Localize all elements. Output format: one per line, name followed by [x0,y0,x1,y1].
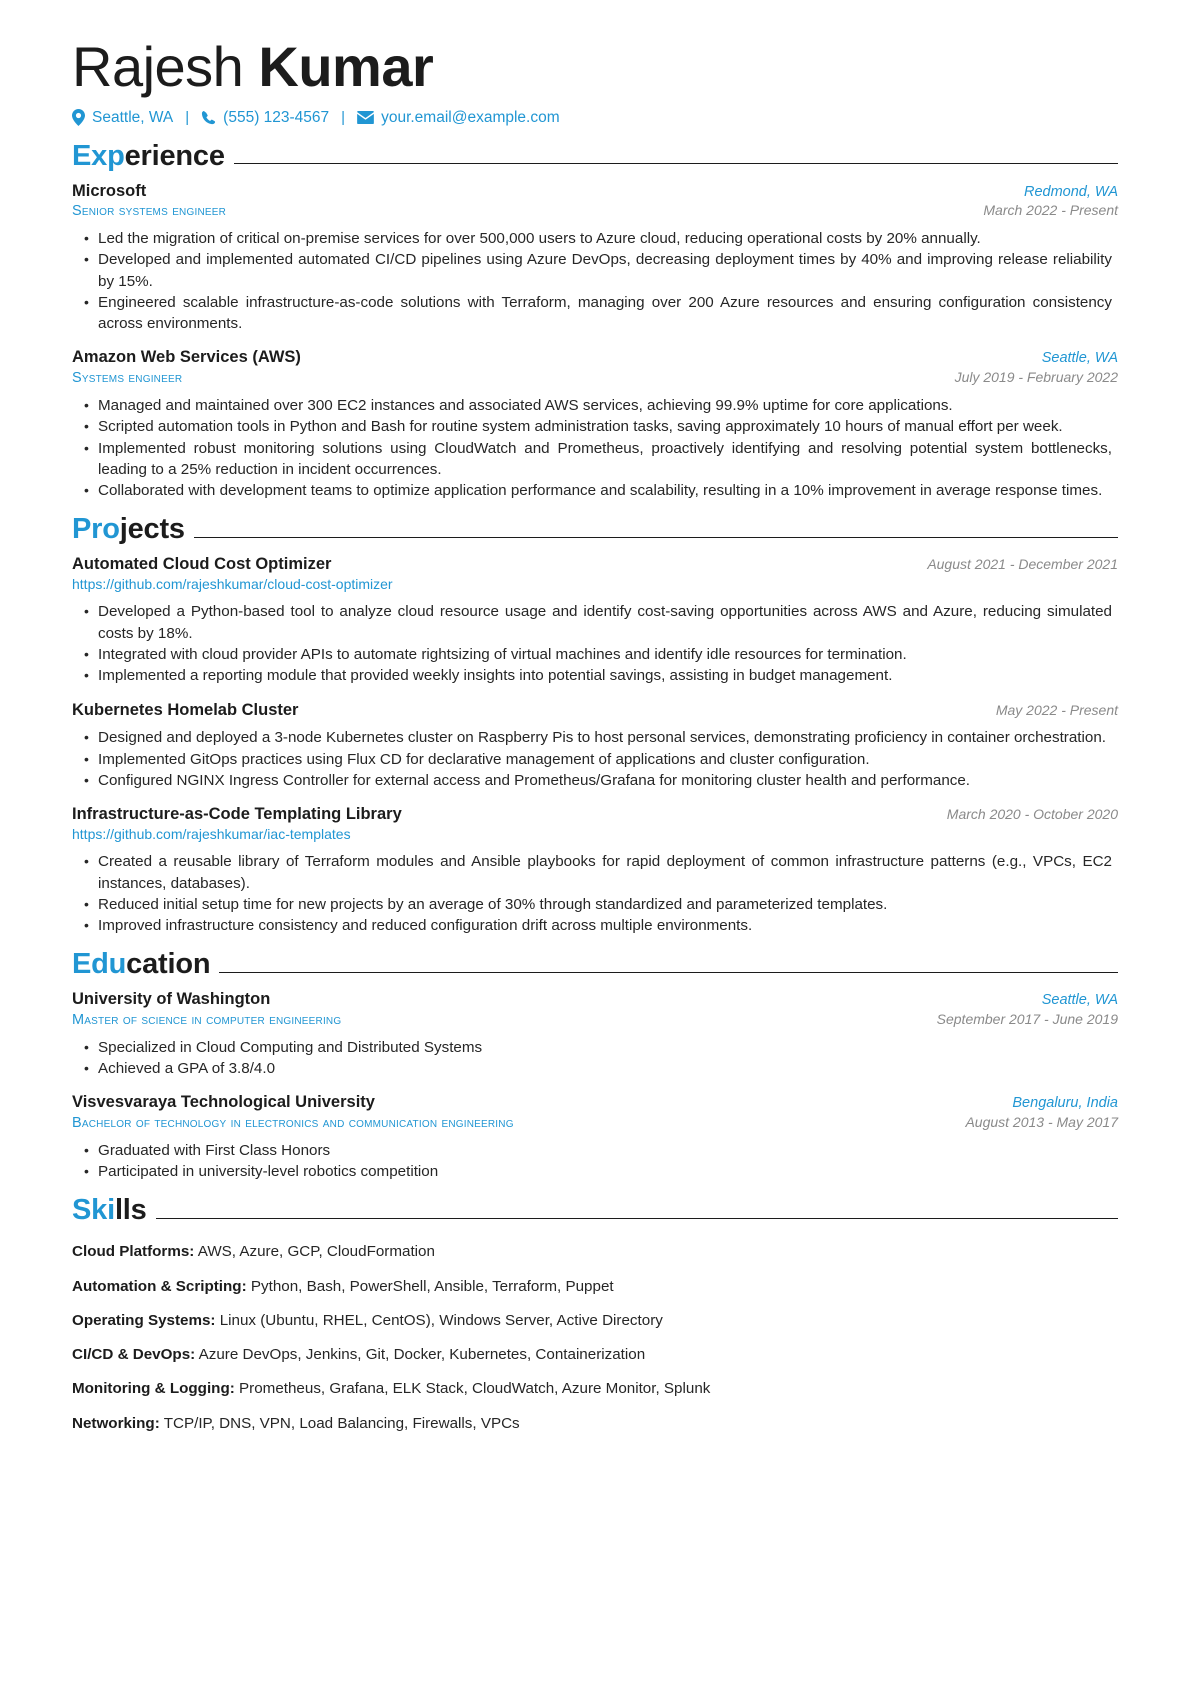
bullet-item: • Configured NGINX Ingress Controller for external access and Prometheus/Grafana for monitoring cluster health and performance. [72,770,1118,791]
section-header-experience [72,141,1118,173]
skill-values: Linux (Ubuntu, RHEL, CentOS), Windows Server, Active Directory [219,1311,663,1329]
section-education [72,949,1118,1182]
education-entry [72,1092,1118,1182]
entry-subheader [72,202,1118,221]
section-header-skills [72,1195,1118,1227]
bullet-item: • Created a reusable library of Terraform modules and Ansible playbooks for rapid deployment of common infrastructure patterns (e.g., VPCs, EC2 instances, databases). [72,851,1118,894]
first-name: Rajesh [72,35,244,98]
experience-bullets [72,395,1118,501]
bullet-item: • Developed a Python-based tool to analyze cloud resource usage and identify cost-saving opportunities across AWS and Azure, reducing simulated costs by 18%. [72,601,1118,644]
employer-location: Seattle, WA [1041,350,1118,367]
project-entry [72,804,1118,936]
skill-category: Operating Systems: [72,1311,216,1329]
skill-row [72,1413,1118,1434]
job-title: Senior systems engineer [72,203,227,220]
skill-category: Automation & Scripting: [72,1277,247,1295]
entry-header [72,554,1118,575]
project-url[interactable]: https://github.com/rajeshkumar/iac-templates [72,825,351,842]
section-title-experience [72,141,225,173]
section-title-accent: Ski [72,1194,115,1227]
bullet-item: • Developed and implemented automated CI/CD pipelines using Azure DevOps, decreasing deployment times by 40% and improving release reliability by 15%. [72,249,1118,292]
school-name: University of Washington [72,990,271,1009]
degree-title: Bachelor of technology in electronics and communication engineering [72,1114,514,1131]
employer-location: Redmond, WA [1023,183,1118,200]
job-title: Systems engineer [72,370,183,387]
section-title-rest: cation [126,948,211,981]
skill-row [72,1378,1118,1399]
section-title-accent: Exp [72,139,125,172]
section-divider [156,1218,1118,1219]
section-divider [194,537,1118,538]
project-name: Automated Cloud Cost Optimizer [72,555,332,574]
skill-values: AWS, Azure, GCP, CloudFormation [197,1243,435,1261]
education-entry [72,989,1118,1079]
bullet-item: • Implemented robust monitoring solutions using CloudWatch and Prometheus, proactively identifying and resolving potential system bottlenecks, leading to a 25% reduction in incident occurrences. [72,438,1118,481]
skill-category: Networking: [72,1414,160,1432]
phone-text: (555) 123-4567 [223,108,330,126]
section-title-rest: jects [119,513,185,546]
section-experience [72,141,1118,502]
contact-location [72,109,173,127]
experience-entry [72,181,1118,335]
entry-subheader [72,1011,1118,1030]
skill-values: Azure DevOps, Jenkins, Git, Docker, Kubernetes, Containerization [198,1346,646,1364]
bullet-item: • Engineered scalable infrastructure-as-code solutions with Terraform, managing over 200 Azure resources and ensuring configuration consistency across environments. [72,292,1118,335]
project-bullets [72,601,1118,686]
section-title-rest: lls [114,1194,147,1227]
education-dates: September 2017 - June 2019 [936,1010,1118,1027]
map-pin-icon [72,109,85,126]
entry-header [72,347,1118,368]
bullet-item: • Graduated with First Class Honors [72,1140,1118,1161]
skill-values: Prometheus, Grafana, ELK Stack, CloudWatch, Azure Monitor, Splunk [239,1380,711,1398]
section-projects [72,514,1118,936]
education-dates: August 2013 - May 2017 [965,1113,1118,1130]
education-bullets [72,1140,1118,1183]
project-name: Kubernetes Homelab Cluster [72,700,299,719]
experience-entry [72,347,1118,501]
bullet-item: • Improved infrastructure consistency and reduced configuration drift across multiple environments. [72,915,1118,936]
entry-header [72,989,1118,1010]
skill-values: TCP/IP, DNS, VPN, Load Balancing, Firewalls, VPCs [163,1414,520,1432]
section-header-education [72,949,1118,981]
employment-dates: March 2022 - Present [983,202,1118,219]
bullet-item: • Implemented GitOps practices using Flux CD for declarative management of applications and cluster configuration. [72,749,1118,770]
bullet-item: • Scripted automation tools in Python and Bash for routine system administration tasks, saving approximately 10 hours of manual effort per week. [72,416,1118,437]
bullet-item: • Specialized in Cloud Computing and Distributed Systems [72,1037,1118,1058]
resume-header [72,36,1118,127]
contact-separator-2: | [341,109,346,127]
section-title-projects [72,514,185,546]
project-bullets [72,727,1118,791]
entry-header [72,1092,1118,1113]
project-dates: August 2021 - December 2021 [927,556,1118,573]
bullet-item: • Managed and maintained over 300 EC2 instances and associated AWS services, achieving 99.9% uptime for core applications. [72,395,1118,416]
school-location: Bengaluru, India [1012,1095,1118,1112]
section-divider [219,972,1118,973]
skill-row [72,1241,1118,1262]
project-url[interactable]: https://github.com/rajeshkumar/cloud-cost-optimizer [72,575,393,592]
location-text: Seattle, WA [92,108,174,126]
contact-separator-1: | [185,109,190,127]
bullet-item: • Designed and deployed a 3-node Kubernetes cluster on Raspberry Pis to host personal services, demonstrating proficiency in container orchestration. [72,727,1118,748]
section-title-accent: Pro [72,513,120,546]
phone-icon [201,110,216,125]
section-divider [234,163,1118,164]
entry-header [72,181,1118,202]
section-title-accent: Edu [72,948,127,981]
skill-row [72,1344,1118,1365]
bullet-item: • Implemented a reporting module that provided weekly insights into potential savings, assisting in budget management. [72,665,1118,686]
envelope-icon [357,111,374,124]
skill-category: CI/CD & DevOps: [72,1346,196,1364]
contact-row [72,109,1118,127]
school-location: Seattle, WA [1041,992,1118,1009]
project-name: Infrastructure-as-Code Templating Library [72,805,402,824]
entry-header [72,700,1118,721]
section-title-rest: erience [124,139,225,172]
bullet-item: • Integrated with cloud provider APIs to automate rightsizing of virtual machines and identify idle resources for termination. [72,644,1118,665]
skill-values: Python, Bash, PowerShell, Ansible, Terraform, Puppet [250,1277,614,1295]
skill-category: Cloud Platforms: [72,1243,195,1261]
section-skills [72,1195,1118,1434]
education-bullets [72,1037,1118,1080]
project-dates: March 2020 - October 2020 [946,806,1118,823]
degree-title: Master of science in computer engineering [72,1011,342,1028]
school-name: Visvesvaraya Technological University [72,1093,375,1112]
bullet-item: • Led the migration of critical on-premise services for over 500,000 users to Azure cloud, reducing operational costs by 20% annually. [72,228,1118,249]
email-text: your.email@example.com [381,108,560,126]
project-entry [72,554,1118,686]
bullet-item: • Achieved a GPA of 3.8/4.0 [72,1058,1118,1079]
section-header-projects [72,514,1118,546]
contact-email[interactable] [357,109,560,127]
experience-bullets [72,228,1118,334]
bullet-item: • Participated in university-level robotics competition [72,1161,1118,1182]
entry-header [72,804,1118,825]
bullet-item: • Reduced initial setup time for new projects by an average of 30% through standardized and parameterized templates. [72,894,1118,915]
skill-category: Monitoring & Logging: [72,1380,235,1398]
employer-name: Microsoft [72,181,147,200]
employment-dates: July 2019 - February 2022 [954,369,1118,386]
project-bullets [72,851,1118,936]
employer-name: Amazon Web Services (AWS) [72,348,301,367]
bullet-item: • Collaborated with development teams to optimize application performance and scalability, resulting in a 10% improvement in average response times. [72,480,1118,501]
entry-subheader [72,369,1118,388]
entry-subheader [72,1114,1118,1133]
skill-row [72,1276,1118,1297]
section-title-skills [72,1195,147,1227]
project-dates: May 2022 - Present [995,701,1118,718]
last-name: Kumar [258,35,434,98]
page-title [72,36,1118,99]
contact-phone[interactable] [201,109,329,127]
skill-row [72,1310,1118,1331]
project-entry [72,700,1118,791]
section-title-education [72,949,210,981]
